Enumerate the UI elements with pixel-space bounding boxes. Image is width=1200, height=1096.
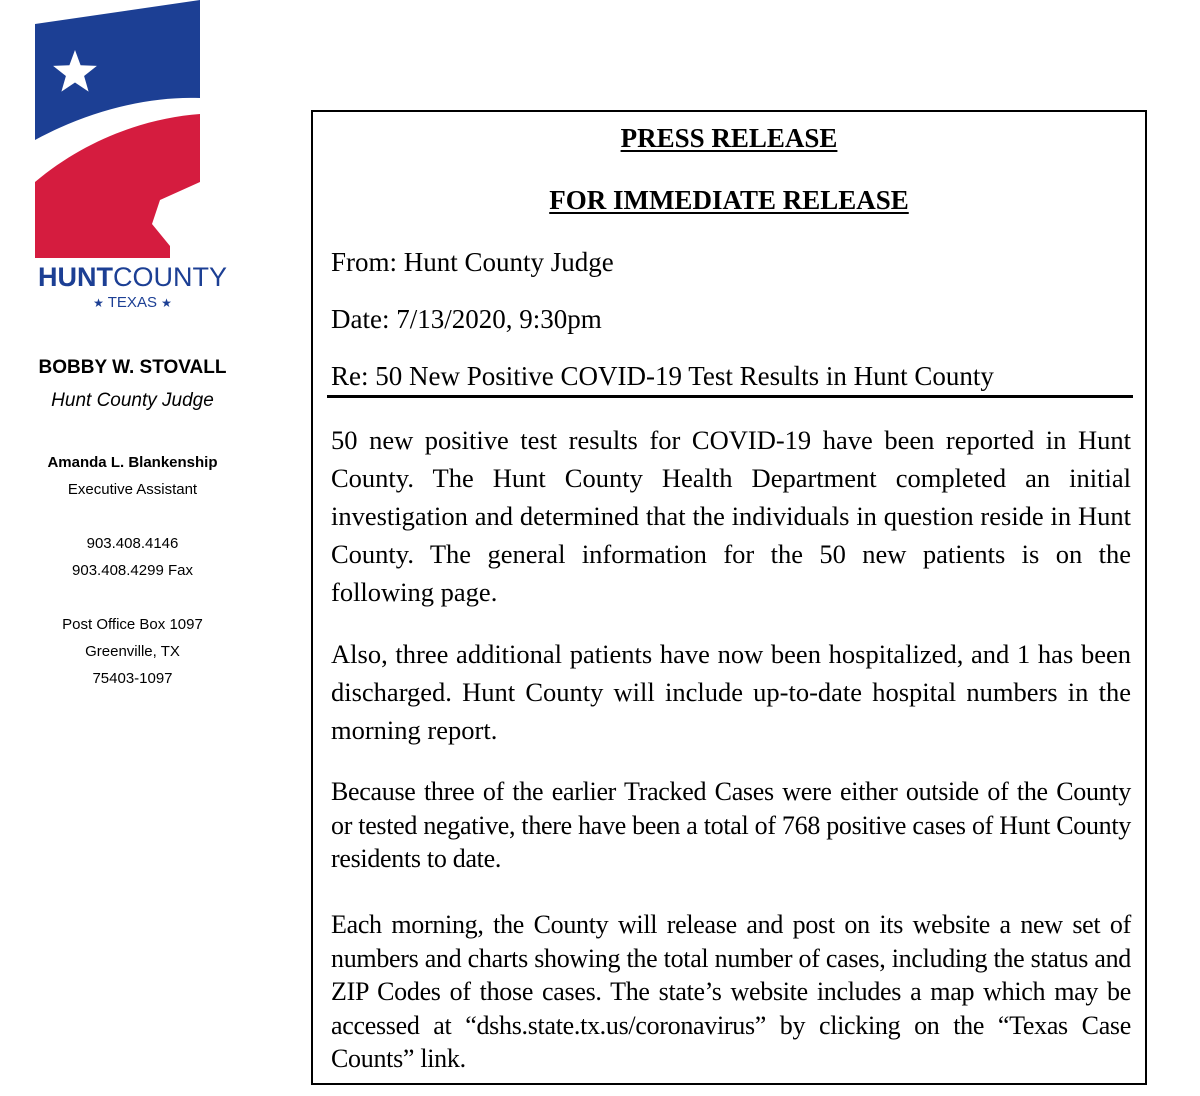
assistant-name: Amanda L. Blankenship (47, 454, 218, 471)
letterhead-sidebar (0, 0, 265, 1096)
subject-divider (327, 395, 1133, 398)
logo-wordmark-hunt: HUNT (38, 262, 113, 292)
paragraph-new-cases: 50 new positive test results for COVID-19 have been reported in Hunt County. The Hunt County Health Department completed an initial investigation and determined that the individuals in question reside in Hunt County. The general information for the 50 new patients is on the following page. (331, 425, 1131, 607)
logo-state: TEXAS (107, 294, 157, 311)
assistant-title: Executive Assistant (67, 481, 198, 498)
subject-line: Re: 50 New Positive COVID-19 Test Results in Hunt County (331, 361, 994, 391)
logo-wordmark-county: COUNTY (113, 262, 227, 292)
address-line-1: Post Office Box 1097 (62, 616, 203, 633)
judge-name: BOBBY W. STOVALL (38, 357, 227, 378)
paragraph-hospitalized: Also, three additional patients have now been hospitalized, and 1 has been discharged. Hunt County will include up-to-date hospital numbers in the morning report. (331, 639, 1131, 745)
star-left-icon: ★ (93, 296, 104, 310)
press-release-heading: PRESS RELEASE (620, 123, 838, 153)
logo-red-field (35, 114, 200, 258)
paragraph-website: Each morning, the County will release and post on its website a new set of numbers and charts showing the total number of cases, including the status and ZIP Codes of those cases. The state’s website includes a map which may be accessed at “dshs.state.tx.us/coronavirus” by clicking on the “Texas Case Counts” link. (331, 910, 1131, 1073)
paragraph-total-cases: Because three of the earlier Tracked Cases were either outside of the County or tested negative, there have been a total of 768 positive cases of Hunt County residents to date. (331, 777, 1131, 873)
star-right-icon: ★ (161, 296, 172, 310)
address-line-2: Greenville, TX (85, 643, 180, 660)
logo-wordmark (0, 262, 265, 292)
date-line: Date: 7/13/2020, 9:30pm (331, 304, 602, 334)
logo-state-line (0, 293, 265, 313)
fax-number: 903.408.4299 Fax (72, 562, 193, 579)
immediate-release-heading: FOR IMMEDIATE RELEASE (549, 185, 909, 215)
hunt-county-flag-logo (30, 0, 205, 262)
phone-number: 903.408.4146 (86, 535, 179, 552)
judge-title: Hunt County Judge (51, 390, 214, 411)
address-line-3: 75403-1097 (92, 670, 173, 687)
from-line: From: Hunt County Judge (331, 247, 614, 277)
press-release-box (311, 110, 1147, 1085)
